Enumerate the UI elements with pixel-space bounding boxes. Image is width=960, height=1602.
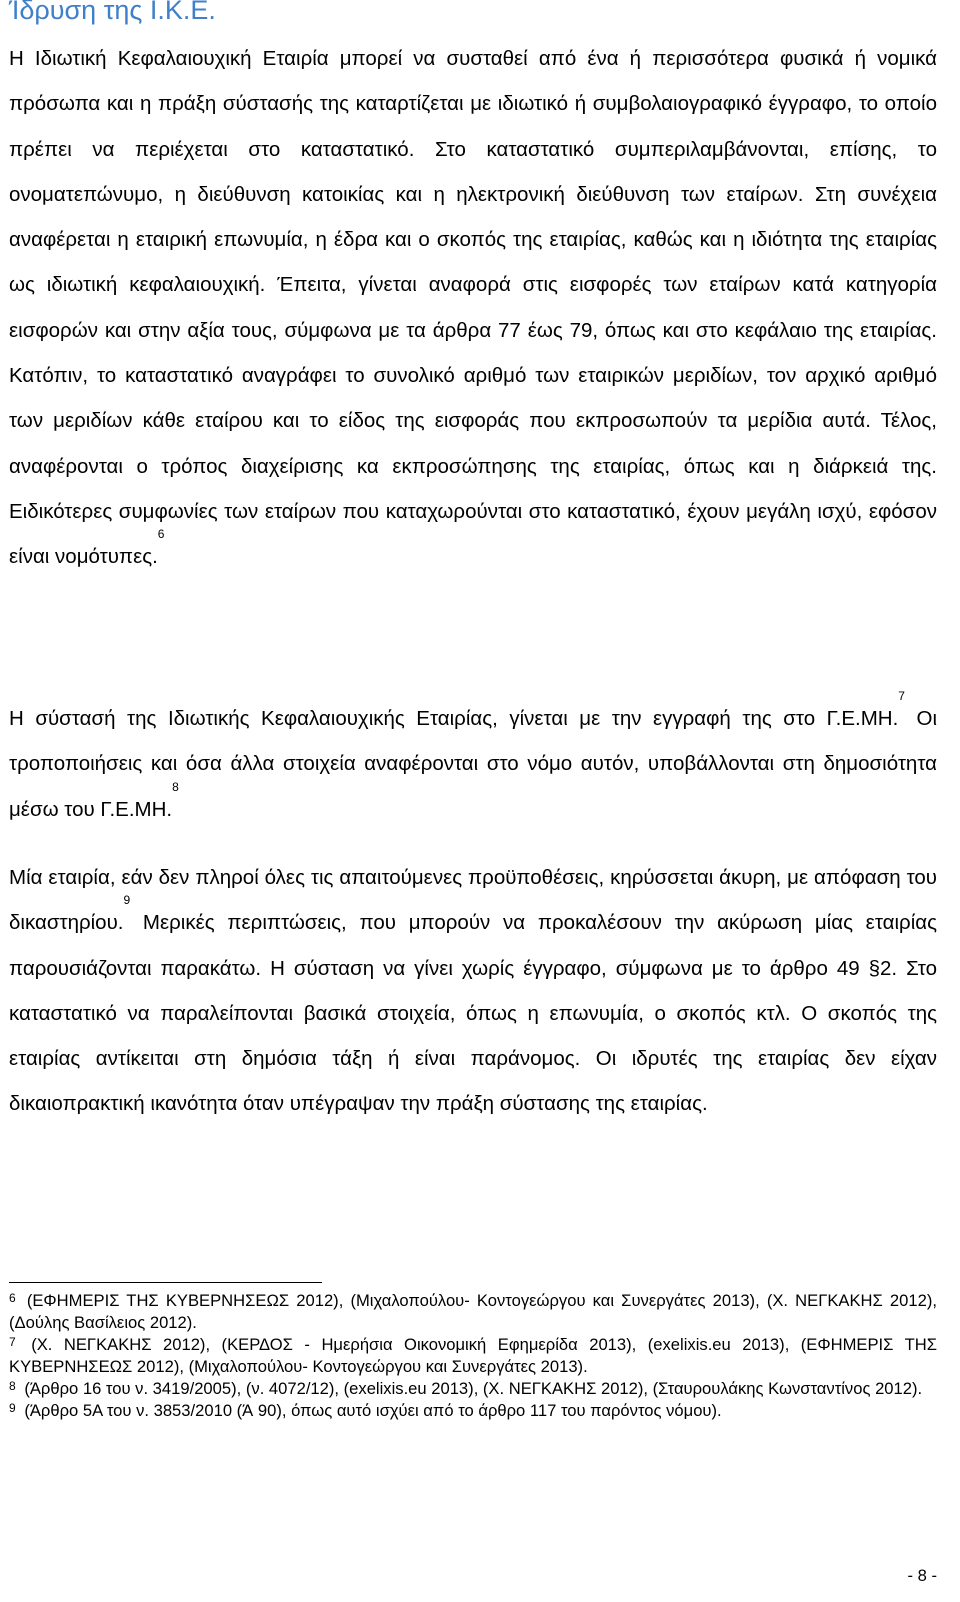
footnote-separator — [9, 1282, 322, 1283]
footnote — [9, 1334, 937, 1378]
footnote-text: (Άρθρο 5Α του ν. 3853/2010 (Ά 90), όπως αυτό ισχύει από το άρθρο 117 του παρόντος νόμου). — [24, 1401, 722, 1420]
paragraph-text: Η Ιδιωτική Κεφαλαιουχική Εταιρία μπορεί να συσταθεί από ένα ή περισσότερα φυσικά ή νομικά πρόσωπα και η πράξη σύστασής της καταρτίζεται με ιδιωτικό ή συμβολαιογραφικό έγγραφο, το οποίο πρέπει να περιέχεται στο καταστατικό. Στο καταστατικό συμπεριλαμβάνονται, επίσης, το ονοματεπώνυμο, η διεύθυνση κατοικίας και η ηλεκτρονική διεύθυνση των εταίρων. Στη συνέχεια αναφέρεται η εταιρική επωνυμία, η έδρα και ο σκοπός της εταιρίας, καθώς και η ιδιότητα της εταιρίας ως ιδιωτική κεφαλαιουχική. Έπειτα, γίνεται αναφορά στις εισφορές των εταίρων κατά κατηγορία εισφορών και στην αξία τους, σύμφωνα με τα άρθρα 77 έως 79, όπως και στο κεφάλαιο της εταιρίας. Κατόπιν, το καταστατικό αναγράφει το συνολικό αριθμό των εταιρικών μεριδίων, τον αρχικό αριθμό των μεριδίων κάθε εταίρου και το είδος της εισφοράς που εκπροσωπούν τα μερίδια αυτά. Τέλος, αναφέρονται ο τρόπος διαχείρισης κα εκπροσώπησης της εταιρίας, όπως και η διάρκειά της. Ειδικότερες συμφωνίες των εταίρων που καταχωρούνται στο καταστατικό, έχουν μεγάλη ισχύ, εφόσον είναι νομότυπες. — [9, 47, 937, 569]
footnote-text: (Χ. ΝΕΓΚΑΚΗΣ 2012), (ΚΕΡΔΟΣ - Ημερήσια Οικονομική Εφημερίδα 2013), (exelixis.eu 2013), (ΕΦΗΜΕΡΙΣ ΤΗΣ ΚΥΒΕΡΝΗΣΕΩΣ 2012), (Μιχαλοπούλου- Κοντογεώργου και Συνεργάτες 2013). — [9, 1335, 937, 1376]
footnote — [9, 1400, 937, 1422]
footnote-text: (Άρθρο 16 του ν. 3419/2005), (ν. 4072/12), (exelixis.eu 2013), (Χ. ΝΕΓΚΑΚΗΣ 2012), (Σταυρουλάκης Κωνσταντίνος 2012). — [24, 1379, 923, 1398]
section-title: Ίδρυση της Ι.Κ.Ε. — [9, 0, 216, 25]
paragraph-text: Μία εταιρία, εάν δεν πληροί όλες τις απαιτούμενες προϋποθέσεις, κηρύσσεται άκυρη, με απόφαση του δικαστηρίου. — [9, 866, 937, 935]
footnote-number: 6 — [9, 1291, 16, 1305]
footnote-text: (ΕΦΗΜΕΡΙΣ ΤΗΣ ΚΥΒΕΡΝΗΣΕΩΣ 2012), (Μιχαλοπούλου- Κοντογεώργου και Συνεργάτες 2013), (Χ. ΝΕΓΚΑΚΗΣ 2012), (Δούλης Βασίλειος 2012). — [9, 1291, 937, 1332]
footnote-reference: 9 — [123, 893, 131, 908]
paragraph-text: Μερικές περιπτώσεις, που μπορούν να προκαλέσουν την ακύρωση μίας εταιρίας παρουσιάζονται παρακάτω. Η σύσταση να γίνει χωρίς έγγραφο, σύμφωνα με το άρθρο 49 §2. Στο καταστατικό να παραλείπονται βασικά στοιχεία, όπως η επωνυμία, ο σκοπός κτλ. Ο σκοπός της εταιρίας αντίκειται στη δημόσια τάξη ή είναι παράνομος. Οι ιδρυτές της εταιρίας δεν είχαν δικαιοπρακτική ικανότητα όταν υπέγραψαν την πράξη σύστασης της εταιρίας. — [9, 911, 937, 1116]
footnote-number: 9 — [9, 1401, 16, 1415]
footnote — [9, 1378, 937, 1400]
body-paragraph-3 — [9, 855, 937, 1127]
footnote-number: 8 — [9, 1379, 16, 1393]
body-paragraph-1 — [9, 36, 937, 580]
footnotes — [9, 1290, 937, 1422]
footnote-reference: 6 — [157, 527, 165, 542]
footnote-reference: 8 — [172, 779, 179, 794]
body-paragraph-2 — [9, 689, 937, 832]
footnote — [9, 1290, 937, 1334]
paragraph-text: Οι τροποποιήσεις και όσα άλλα στοιχεία αναφέρονται στο νόμο αυτόν, υποβάλλονται στη δημοσιότητα μέσω του Γ.Ε.ΜΗ. — [9, 707, 937, 821]
paragraph-text: Η σύστασή της Ιδιωτικής Κεφαλαιουχικής Εταιρίας, γίνεται με την εγγραφή της στο Γ.Ε.ΜΗ. — [9, 707, 899, 730]
footnote-reference: 7 — [898, 689, 905, 703]
footnote-number: 7 — [9, 1335, 16, 1349]
page-number: - 8 - — [907, 1566, 937, 1585]
